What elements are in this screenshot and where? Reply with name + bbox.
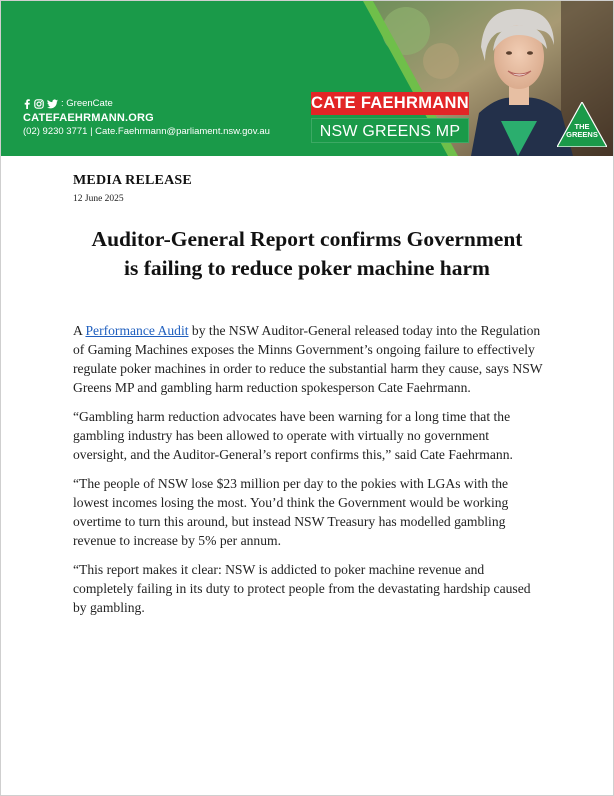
document-type: MEDIA RELEASE [73, 173, 192, 188]
release-date: 12 June 2025 [73, 194, 124, 204]
logo-line-2: GREENS [566, 130, 598, 139]
header-banner [1, 1, 613, 156]
social-row [23, 97, 270, 110]
twitter-icon[interactable] [47, 99, 58, 109]
instagram-icon[interactable] [34, 99, 44, 109]
headline [41, 225, 573, 283]
paragraph-3: “The people of NSW lose $23 million per day to the pokies with LGAs with the lowest incomes losing the most. You’d think the Government would be working overtime to turn this around, but instead NSW Treasury has modelled gambling revenue to increase by 5% per annum. [73, 476, 509, 548]
website-link[interactable]: CATEFAEHRMANN.ORG [23, 112, 154, 124]
paragraph-2: “Gambling harm reduction advocates have been warning for a long time that the gambling industry has been allowed to operate with virtually no government oversight, and the Auditor-General’s report confirms this,” said Cate Faehrmann. [73, 409, 513, 462]
paragraph-1 [73, 321, 543, 397]
title-tag: NSW GREENS MP [311, 118, 469, 143]
social-handle: : GreenCate [61, 98, 113, 109]
name-tag: CATE FAEHRMANN [311, 92, 469, 115]
performance-audit-link[interactable]: Performance Audit [85, 323, 189, 338]
contact-line[interactable]: (02) 9230 3771 | Cate.Faehrmann@parliament.nsw.gov.au [23, 126, 270, 137]
logo-line-1: THE [574, 122, 590, 131]
body-text [73, 321, 543, 627]
greens-logo-text [557, 123, 607, 139]
paragraph-4: “This report makes it clear: NSW is addicted to poker machine revenue and completely failing in its duty to protect people from the devastating hardship caused by gambling. [73, 562, 531, 615]
p1-prefix: A [73, 323, 86, 338]
headline-line-1: Auditor-General Report confirms Government [91, 227, 523, 251]
p1-suffix: by the NSW Auditor-General released today into the Regulation of Gaming Machines exposes the Minns Government’s ongoing failure to effectively regulate poker machines in order to reduce the substantial harm they cause, says NSW Greens MP and gambling harm reduction spokesperson Cate Faehrmann. [73, 323, 543, 395]
contact-block [23, 97, 270, 137]
headline-line-2: is failing to reduce poker machine harm [124, 256, 490, 280]
facebook-icon[interactable] [23, 99, 31, 109]
